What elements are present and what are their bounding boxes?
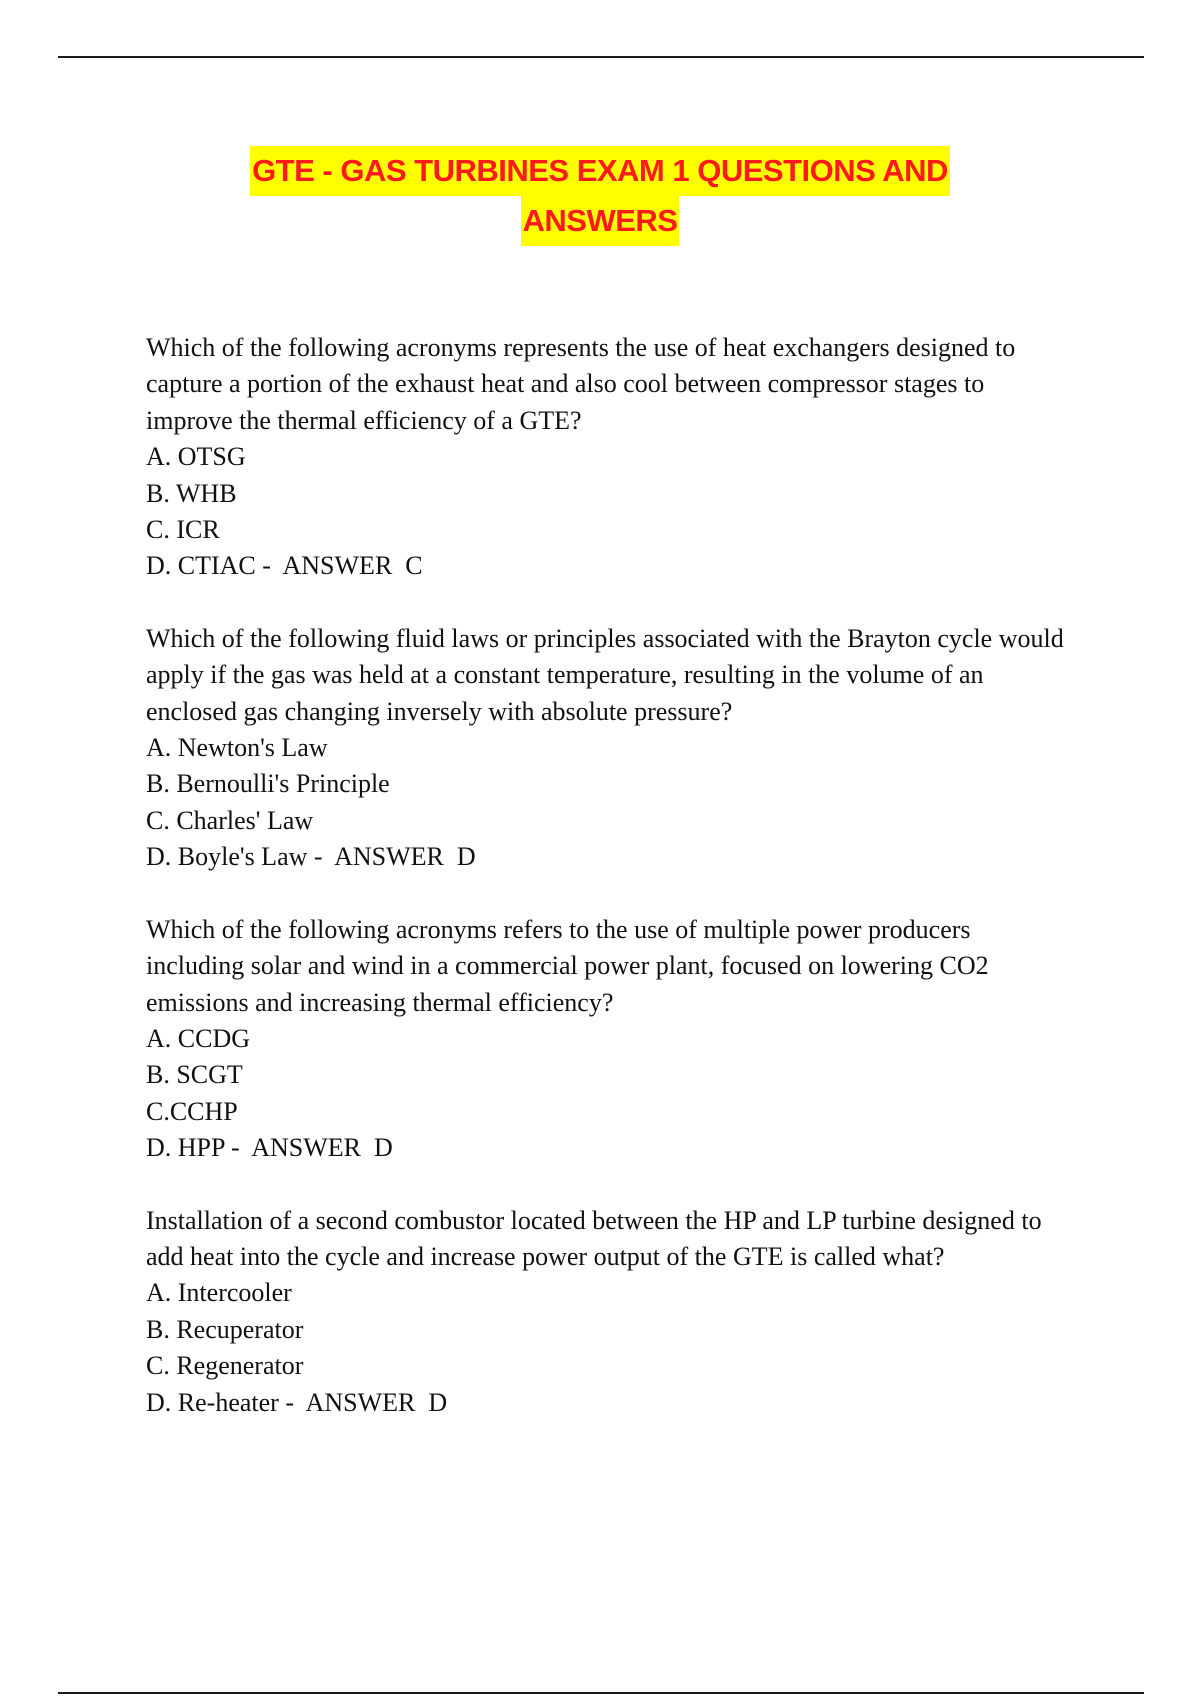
answer-options bbox=[146, 730, 1066, 876]
question-text: Installation of a second combustor located between the HP and LP turbine designed to add heat into the cycle and increase power output of the GTE is called what? bbox=[146, 1205, 1042, 1271]
question-1 bbox=[146, 330, 1066, 585]
option-a: A. CCDG bbox=[146, 1023, 251, 1053]
document-title bbox=[0, 146, 1200, 246]
option-a: A. Intercooler bbox=[146, 1278, 292, 1308]
answer-key: - ANSWER C bbox=[255, 551, 423, 581]
question-text: Which of the following acronyms refers to the use of multiple power producers including solar and wind in a commercial power plant, focused on lowering CO2 emissions and increasing thermal efficiency? bbox=[146, 914, 989, 1017]
option-b: B. WHB bbox=[146, 478, 237, 508]
answer-options bbox=[146, 439, 1066, 585]
question-list bbox=[146, 330, 1066, 1457]
option-d-with-answer bbox=[146, 839, 1066, 875]
question-3 bbox=[146, 912, 1066, 1167]
option-d-with-answer bbox=[146, 548, 1066, 584]
bottom-rule bbox=[58, 1692, 1144, 1694]
option-d-with-answer bbox=[146, 1385, 1066, 1421]
top-rule bbox=[58, 56, 1144, 58]
question-text: Which of the following fluid laws or principles associated with the Brayton cycle would apply if the gas was held at a constant temperature, resulting in the volume of an enclosed gas changing inversely with absolute pressure? bbox=[146, 623, 1064, 726]
answer-key: - ANSWER D bbox=[224, 1133, 393, 1163]
answer-key: - ANSWER D bbox=[307, 842, 476, 872]
option-d: D. Boyle's Law bbox=[146, 842, 308, 872]
option-d: D. CTIAC bbox=[146, 551, 256, 581]
answer-key: - ANSWER D bbox=[278, 1387, 448, 1417]
option-b: B. Bernoulli's Principle bbox=[146, 769, 390, 799]
question-4 bbox=[146, 1203, 1066, 1421]
option-b: B. SCGT bbox=[146, 1060, 243, 1090]
option-b: B. Recuperator bbox=[146, 1314, 304, 1344]
option-a: A. Newton's Law bbox=[146, 733, 328, 763]
question-2 bbox=[146, 621, 1066, 876]
option-c: C. ICR bbox=[146, 515, 220, 545]
option-a: A. OTSG bbox=[146, 442, 246, 472]
title-line-2: ANSWERS bbox=[521, 196, 680, 246]
option-d: D. Re-heater bbox=[146, 1387, 279, 1417]
option-d-with-answer bbox=[146, 1130, 1066, 1166]
option-c: C.CCHP bbox=[146, 1096, 238, 1126]
question-text: Which of the following acronyms represents the use of heat exchangers designed to capture a portion of the exhaust heat and also cool between compressor stages to improve the thermal efficiency of a GTE? bbox=[146, 333, 1016, 435]
option-c: C. Regenerator bbox=[146, 1351, 304, 1381]
answer-options bbox=[146, 1275, 1066, 1421]
option-d: D. HPP bbox=[146, 1133, 225, 1163]
title-line-1: GTE - GAS TURBINES EXAM 1 QUESTIONS AND bbox=[250, 146, 950, 196]
answer-options bbox=[146, 1021, 1066, 1167]
option-c: C. Charles' Law bbox=[146, 805, 314, 835]
